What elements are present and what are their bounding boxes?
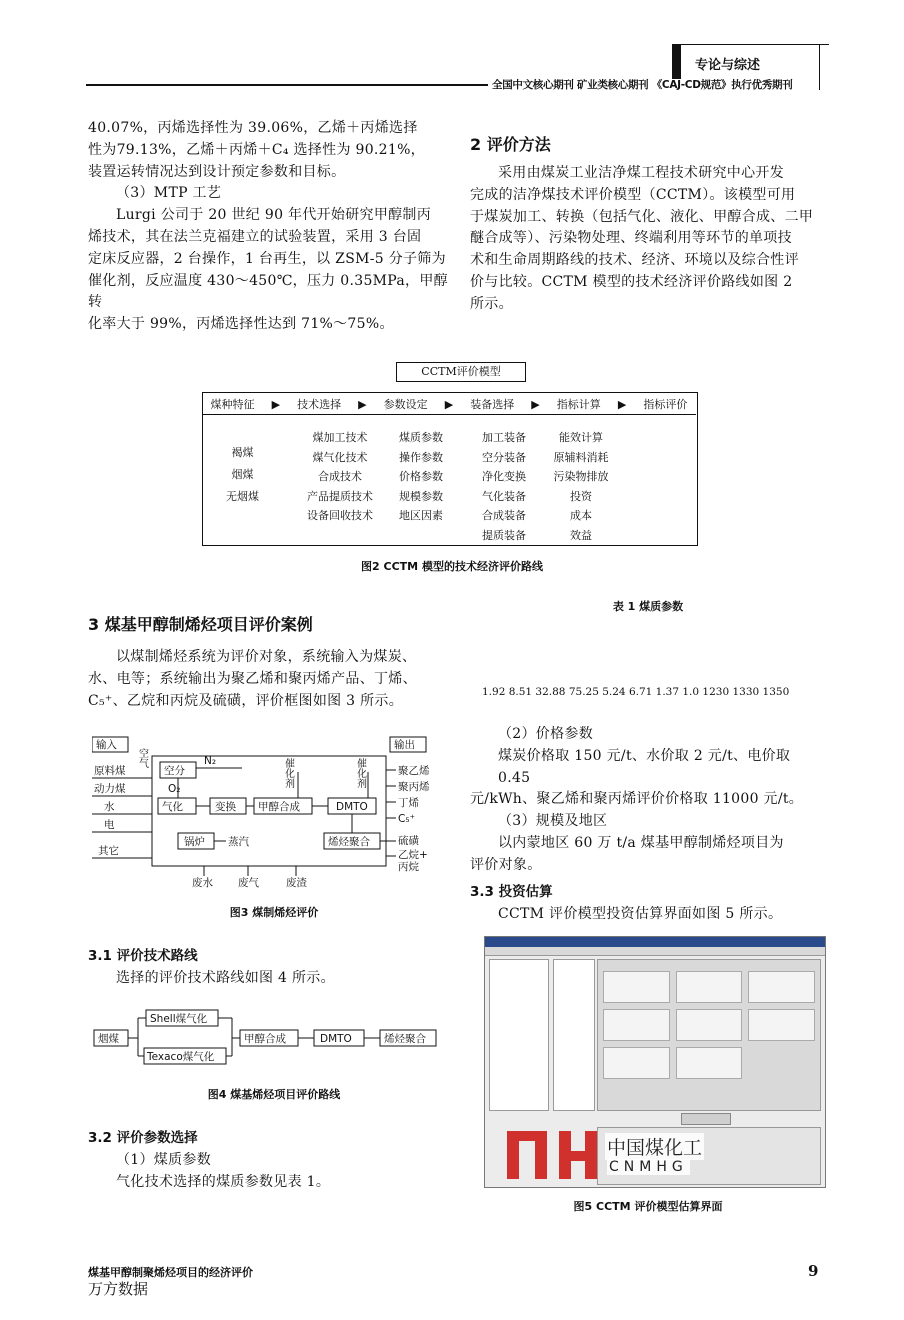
section-3-3-text: CCTM 评价模型投资估算界面如图 5 所示。 — [498, 906, 783, 922]
fig3-dmto: DMTO — [336, 801, 368, 813]
param-item: 煤质参数 — [399, 431, 443, 444]
tech-item: 设备回收技术 — [307, 509, 373, 522]
fig3-waste-water: 废水 — [192, 877, 213, 889]
header-right-tick — [819, 44, 820, 90]
section-3-2-text — [116, 1150, 330, 1194]
watermark-bar — [507, 1131, 547, 1141]
param-item: 地区因素 — [399, 509, 443, 522]
fig5-button — [681, 1113, 731, 1125]
equip-item: 合成装备 — [482, 509, 526, 522]
text-line: 装置运转情况达到设计预定参数和目标。 — [88, 163, 346, 180]
text-line: 水、电等；系统输出为聚乙烯和聚丙烯产品、丁烯、 — [88, 670, 417, 687]
fig3-input-other: 其它 — [98, 845, 119, 857]
fig3-out-sulfur: 硫磺 — [398, 835, 419, 847]
fig3-out-c5: C₅⁺ — [398, 813, 416, 825]
fig2-col-equip — [472, 428, 536, 545]
param-item: 操作参数 — [399, 450, 443, 464]
param-item: 价格参数 — [399, 470, 443, 483]
fig3-shift: 变换 — [215, 801, 236, 813]
step-index-eval: 指标评价 — [643, 398, 688, 411]
section-tag: 专论与综述 — [695, 58, 761, 73]
arrow-icon: ▶ — [617, 397, 627, 411]
fig3-output-label: 输出 — [394, 739, 415, 751]
fig4-poly: 烯烃聚合 — [384, 1033, 426, 1045]
fig3-out-butene: 丁烯 — [398, 797, 419, 809]
cctm-model-box: CCTM评价模型 — [396, 362, 526, 382]
fig3-boiler: 锅炉 — [184, 836, 205, 848]
fig3-waste-gas: 废气 — [238, 877, 259, 889]
fig3-out-propane: 丙烷 — [398, 861, 419, 873]
text-line: 采用由煤炭工业洁净煤工程技术研究中心开发 — [498, 165, 784, 181]
fig3-air: 空气 — [136, 748, 148, 768]
text-line: 评价对象。 — [470, 856, 542, 873]
coal-type: 无烟煤 — [226, 490, 259, 503]
step-tech-select: 技术选择 — [297, 398, 342, 411]
step-index-calc: 指标计算 — [556, 398, 601, 411]
text-line: 价与比较。CCTM 模型的技术经济评价路线如图 2 — [470, 273, 793, 290]
figure-5-caption: 图5 CCTM 评价模型估算界面 — [573, 1200, 723, 1213]
index-item: 成本 — [570, 509, 592, 522]
watermark-en: CNMHG — [609, 1159, 688, 1175]
text-line: 于煤炭加工、转换（包括气化、液化、甲醇合成、二甲 — [470, 208, 814, 225]
text-line: 完成的洁净煤技术评价模型（CCTM）。该模型可用 — [470, 186, 796, 203]
text-line: 术和生命周期路线的技术、经济、环境以及综合性评 — [470, 252, 799, 269]
fig5-cell — [748, 1009, 815, 1041]
param-item: 规模参数 — [399, 489, 443, 503]
right-lower-text — [470, 724, 826, 877]
tech-item: 煤气化技术 — [312, 450, 368, 464]
fig3-waste-solid: 废渣 — [286, 877, 307, 889]
section-2-paragraph — [470, 163, 826, 316]
footer-article-title: 煤基甲醇制聚烯烃项目的经济评价 — [88, 1266, 253, 1279]
fig4-shell: Shell煤气化 — [150, 1013, 208, 1025]
text-line: 煤炭价格取 150 元/t、水价取 2 元/t、电价取 0.45 — [498, 747, 791, 786]
text-line: 醚合成等）、污染物处理、终端利用等环节的单项技 — [470, 230, 792, 247]
figure-2-caption: 图2 CCTM 模型的技术经济评价路线 — [361, 560, 543, 573]
tech-item: 合成技术 — [318, 470, 362, 483]
arrow-icon: ▶ — [444, 397, 454, 411]
index-item: 投资 — [570, 489, 592, 503]
text-line: 烯技术，其在法兰克福建立的试验装置，采用 3 台固 — [88, 228, 422, 245]
text-line: Lurgi 公司于 20 世纪 90 年代开始研究甲醇制丙 — [116, 207, 432, 224]
tech-item: 煤加工技术 — [312, 431, 368, 444]
fig3-out-pe: 聚乙烯 — [398, 765, 430, 777]
fig5-cell — [603, 971, 670, 1003]
arrow-icon: ▶ — [531, 397, 540, 411]
scale-heading: （3）规模及地区 — [498, 813, 608, 830]
figure-3-diagram — [92, 734, 432, 896]
fig3-input-raw-coal: 原料煤 — [94, 765, 126, 777]
figure-3-caption: 图3 煤制烯烃评价 — [229, 906, 319, 919]
fig5-panel-grid — [603, 971, 815, 1079]
fig3-input-water: 水 — [104, 801, 115, 813]
fig3-catalyst-2: 催化剂 — [354, 758, 366, 788]
section-3-1-title: 3.1 评价技术路线 — [88, 948, 198, 964]
fig4-dmto: DMTO — [320, 1033, 352, 1045]
fig5-menubar — [485, 947, 825, 956]
figure-2 — [202, 362, 698, 552]
fig5-cell — [676, 1009, 743, 1041]
fig2-col-index — [544, 428, 618, 545]
fig3-air-sep: 空分 — [164, 765, 185, 777]
table-1-values: 1.92 8.51 32.88 75.25 5.24 6.71 1.37 1.0 1230 1330 1350 — [482, 686, 790, 698]
journal-line: 全国中文核心期刊 矿业类核心期刊 《CAJ-CD规范》执行优秀期刊 — [492, 79, 793, 91]
fig3-input-label: 输入 — [96, 739, 117, 751]
price-heading: （2）价格参数 — [498, 726, 594, 742]
figure-4-diagram — [92, 1006, 442, 1072]
fig3-n2: N₂ — [204, 755, 217, 767]
fig2-col-param — [390, 428, 452, 526]
mtp-heading: （3）MTP 工艺 — [116, 185, 222, 202]
header-rule — [86, 84, 488, 86]
text-line: 所示。 — [470, 295, 513, 312]
fig3-methanol: 甲醇合成 — [258, 801, 300, 813]
text-line: 元/kWh、聚乙烯和聚丙烯评价价格取 11000 元/t。 — [470, 791, 804, 808]
table-1-title: 表 1 煤质参数 — [612, 600, 684, 613]
equip-item: 气化装备 — [482, 489, 526, 503]
coal-type: 褐煤 — [231, 446, 254, 459]
page-number: 9 — [808, 1262, 819, 1280]
text-line: 气化技术选择的煤质参数见表 1。 — [116, 1173, 331, 1190]
section-3-3-title: 3.3 投资估算 — [470, 884, 553, 900]
index-item: 污染物排放 — [553, 470, 609, 483]
fig3-out-ethane: 乙烷+ — [398, 849, 428, 861]
text-line: 性为79.13%，乙烯＋丙烯＋C₄ 选择性为 90.21%， — [88, 141, 425, 158]
text-line: 40.07%，丙烯选择性为 39.06%，乙烯＋丙烯选择 — [88, 120, 418, 136]
fig3-o2: O₂ — [168, 783, 181, 795]
index-item: 效益 — [570, 528, 592, 542]
text-line: C₅⁺、乙烷和丙烷及硫磺，评价框图如图 3 所示。 — [88, 692, 404, 709]
fig4-coal: 烟煤 — [98, 1033, 119, 1045]
fig3-out-pp: 聚丙烯 — [398, 781, 430, 793]
left-paragraph-1 — [88, 118, 460, 336]
text-line: 以内蒙地区 60 万 t/a 煤基甲醇制烯烃项目为 — [498, 834, 784, 851]
fig5-cell — [603, 1047, 670, 1079]
fig5-titlebar — [485, 937, 825, 947]
figure-5-screenshot — [484, 936, 826, 1188]
fig5-cell — [603, 1009, 670, 1041]
equip-item: 提质装备 — [482, 528, 526, 542]
index-item: 能效计算 — [559, 431, 603, 444]
figure-4-caption: 图4 煤基烯烃项目评价路线 — [207, 1088, 341, 1101]
equip-item: 净化变换 — [482, 470, 526, 483]
index-item: 原辅料消耗 — [553, 450, 609, 464]
section-3-title: 3 煤基甲醇制烯烃项目评价案例 — [88, 615, 313, 634]
watermark-cn: 中国煤化工 — [605, 1133, 704, 1160]
fig5-cell — [676, 971, 743, 1003]
text-line: 化率大于 99%，丙烯选择性达到 71%～75%。 — [88, 316, 394, 333]
fig3-poly: 烯烃聚合 — [328, 836, 370, 848]
equip-item: 加工装备 — [482, 431, 526, 444]
arrow-icon: ▶ — [271, 397, 281, 411]
fig4-texaco: Texaco煤气化 — [147, 1051, 215, 1063]
fig3-steam: 蒸汽 — [228, 836, 249, 848]
arrow-icon: ▶ — [358, 397, 367, 411]
equip-item: 空分装备 — [482, 450, 526, 464]
fig3-catalyst-1: 催化剂 — [282, 758, 294, 788]
fig2-step-row — [202, 394, 696, 415]
text-line: 以煤制烯烃系统为评价对象，系统输入为煤炭、 — [116, 649, 417, 665]
section-3-paragraph — [88, 647, 460, 712]
coal-type: 烟煤 — [231, 468, 254, 481]
fig3-input-power-coal: 动力煤 — [94, 783, 126, 795]
step-equip-select: 装备选择 — [470, 398, 515, 411]
fig2-col-coal — [226, 442, 259, 508]
text-line: 定床反应器，2 台操作，1 台再生，以 ZSM-5 分子筛为 — [88, 250, 446, 267]
watermark-bar — [559, 1151, 597, 1161]
watermark-logo — [507, 1131, 603, 1179]
fig5-left-tree — [489, 959, 549, 1111]
fig2-col-tech — [300, 428, 380, 526]
fig5-cell — [676, 1047, 743, 1079]
section-2-title: 2 评价方法 — [470, 135, 551, 154]
section-3-2-title: 3.2 评价参数选择 — [88, 1130, 198, 1146]
fig3-gasify: 气化 — [162, 801, 183, 813]
fig3-input-electricity: 电 — [104, 819, 115, 831]
footer-source: 万方数据 — [88, 1280, 149, 1298]
tech-item: 产品提质技术 — [307, 489, 373, 503]
text-line: （1）煤质参数 — [116, 1152, 212, 1168]
step-coal-feature: 煤种特征 — [210, 398, 255, 411]
fig4-methanol: 甲醇合成 — [244, 1033, 286, 1045]
step-param-set: 参数设定 — [383, 398, 428, 411]
fig5-mid-tree — [553, 959, 595, 1111]
section-3-1-text: 选择的评价技术路线如图 4 所示。 — [116, 970, 335, 986]
fig5-cell — [748, 971, 815, 1003]
text-line: 催化剂，反应温度 430～450℃，压力 0.35MPa，甲醇转 — [88, 272, 448, 311]
